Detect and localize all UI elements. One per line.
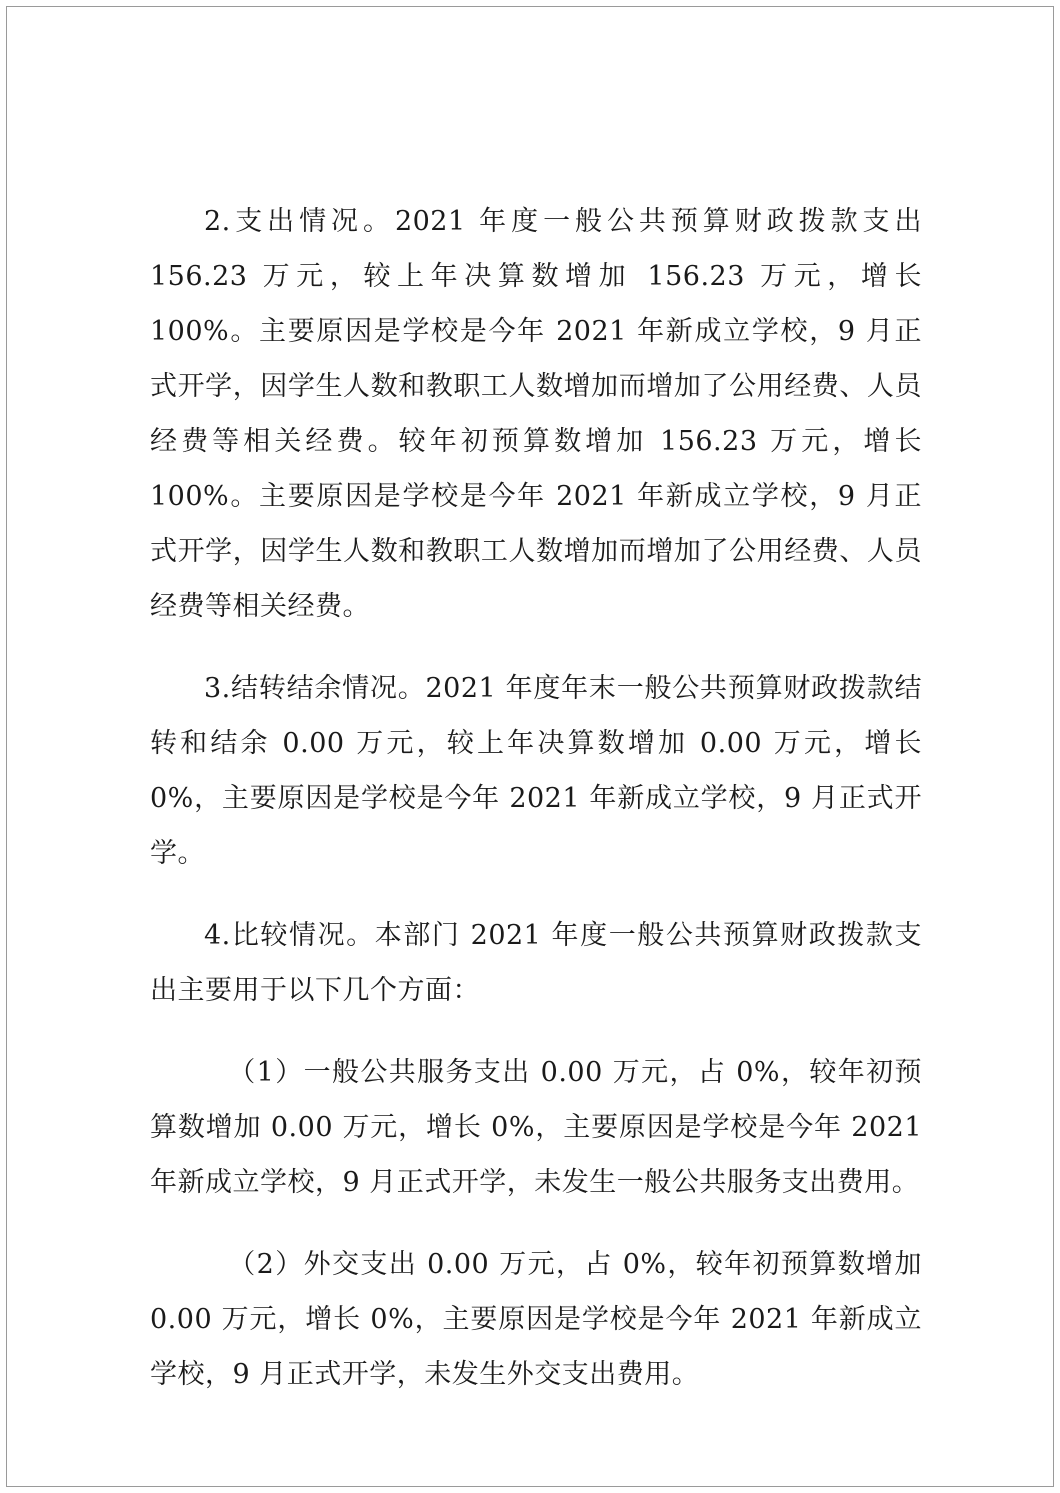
paragraph-comparison: 4.比较情况。本部门 2021 年度一般公共预算财政拨款支出主要用于以下几个方面： — [150, 920, 922, 1006]
document-page — [6, 6, 1054, 1487]
paragraph-carryover-balance: 3.结转结余情况。2021 年度年末一般公共预算财政拨款结转和结余 0.00 万元，较上年决算数增加 0.00 万元，增长 0%，主要原因是学校是今年 2021 年新成立学校，9 月正式开学。 — [150, 673, 922, 869]
paragraph-foreign-affairs: （2）外交支出 0.00 万元，占 0%，较年初预算数增加 0.00 万元，增长 0%，主要原因是学校是今年 2021 年新成立学校，9 月正式开学，未发生外交支出费用。 — [150, 1249, 922, 1390]
paragraph-expenditure: 2.支出情况。2021 年度一般公共预算财政拨款支出 156.23 万元，较上年决算数增加 156.23 万元，增长 100%。主要原因是学校是今年 2021 年新成立学校，9 月正式开学，因学生人数和教职工人数增加而增加了公用经费、人员经费等相关经费。较年初预算数增加 156.23 万元，增长 100%。主要原因是学校是今年 2021 年新成立学校，9 月正式开学，因学生人数和教职工人数增加而增加了公用经费、人员经费等相关经费。 — [150, 206, 922, 622]
document-body — [150, 194, 922, 1429]
paragraph-general-public-services: （1）一般公共服务支出 0.00 万元，占 0%，较年初预算数增加 0.00 万元，增长 0%，主要原因是学校是今年 2021 年新成立学校，9 月正式开学，未发生一般公共服务支出费用。 — [150, 1057, 922, 1198]
